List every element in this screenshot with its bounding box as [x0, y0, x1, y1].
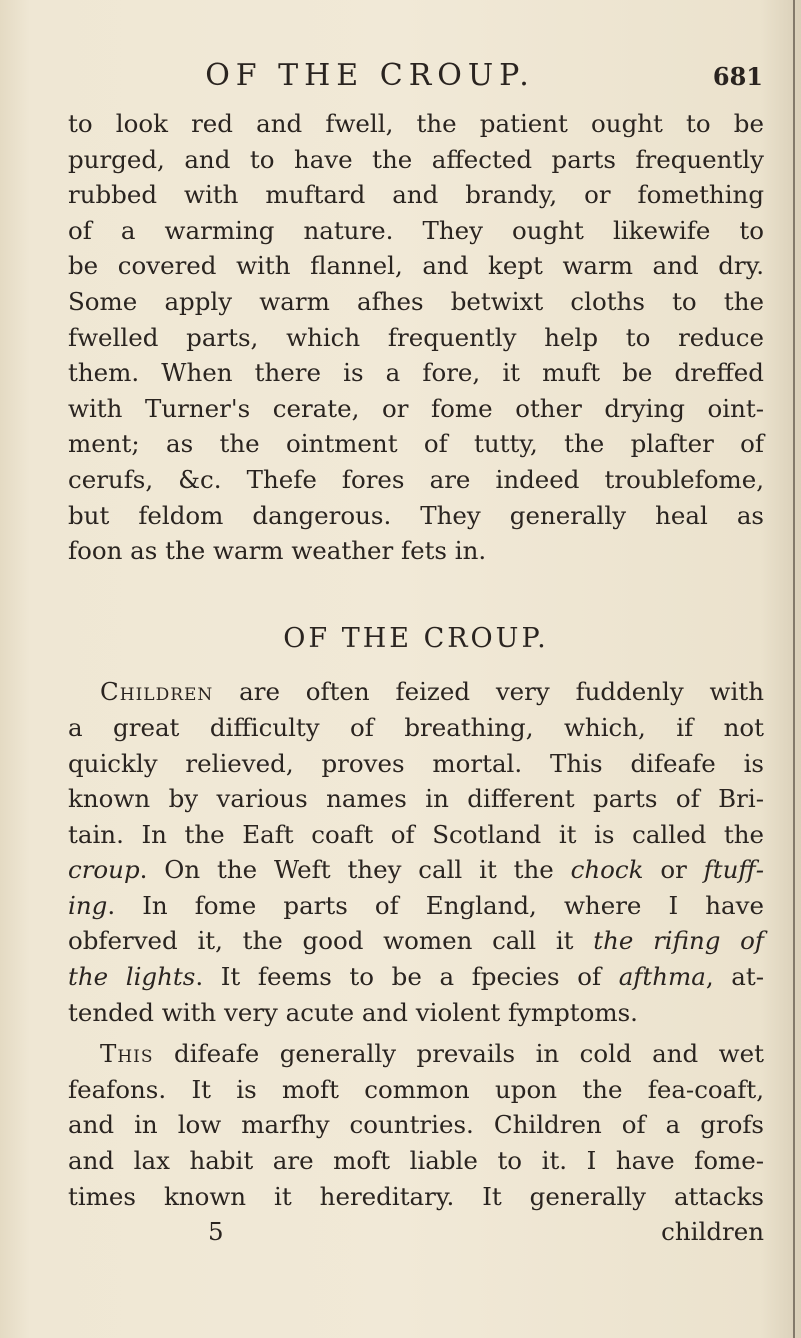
text-line: and lax habit are moft liable to it. I have fome- [68, 1146, 764, 1176]
text-run: , at- [705, 962, 764, 992]
text-line: with Turner's cerate, or fome other drying oint- [68, 393, 764, 423]
text-line: ment; as the ointment of tutty, the plafter of [68, 429, 764, 459]
italic-term: the rifing of [593, 926, 764, 956]
running-title: OF THE CROUP. [205, 58, 535, 93]
text-line [68, 888, 764, 924]
text-line: of a warming nature. They ought likewife to [68, 215, 764, 245]
text-line: them. When there is a fore, it muft be dreffed [68, 358, 764, 388]
drop-word: This [100, 1039, 154, 1069]
text-run: difeafe generally prevails in cold and wet [153, 1039, 764, 1069]
text-line: be covered with flannel, and kept warm and dry. [68, 251, 764, 281]
text-line: quickly relieved, proves mortal. This difeafe is [68, 748, 764, 778]
text-line [68, 674, 764, 710]
running-head [65, 58, 765, 98]
text-run: . It feems to be a fpecies of [195, 962, 619, 992]
text-line: to look red and fwell, the patient ought to be [68, 109, 764, 138]
text-line: rubbed with muftard and brandy, or fomething [68, 180, 764, 210]
text-line: tain. In the Eaft coaft of Scotland it is called the [68, 819, 764, 849]
text-line: and in low marfhy countries. Children of a grofs [68, 1110, 764, 1140]
text-line: cerufs, &c. Thefe fores are indeed troublefome, [68, 464, 764, 494]
text-line: times known it hereditary. It generally attacks [68, 1181, 764, 1211]
text-run: are often feized very fuddenly with [213, 677, 764, 707]
text-run: or [643, 855, 704, 885]
signature-mark: 5 [208, 1217, 224, 1247]
italic-term: afthma [618, 962, 706, 992]
page-number: 681 [712, 62, 763, 91]
text-line: but feldom dangerous. They generally heal as [68, 500, 764, 530]
text-run: obferved it, the good women call it [68, 926, 594, 956]
italic-term: croup [68, 855, 140, 885]
text-run: . In fome parts of England, where I have [107, 890, 764, 920]
text-line [68, 923, 764, 959]
italic-term: chock [570, 855, 644, 885]
text-line: feafons. It is moft common upon the fea-coaft, [68, 1074, 764, 1104]
text-line [68, 852, 764, 888]
text-line: a great difficulty of breathing, which, if not [68, 712, 764, 742]
catchword: children [661, 1217, 764, 1247]
text-line: known by various names in different parts of Bri- [68, 784, 764, 814]
italic-term: ing [68, 890, 108, 920]
text-line: Some apply warm afhes betwixt cloths to the [68, 286, 764, 316]
italic-term: ftuff- [703, 855, 764, 885]
text-line [68, 959, 764, 995]
italic-term: the lights [68, 962, 196, 992]
footer-line [68, 1214, 764, 1250]
drop-word: Children [100, 677, 214, 707]
text-line: purged, and to have the affected parts frequently [68, 144, 764, 174]
text-line: fwelled parts, which frequently help to reduce [68, 322, 764, 352]
text-line: tended with very acute and violent fymptoms. [68, 997, 638, 1027]
section-heading: OF THE CROUP. [283, 622, 549, 654]
body-text [68, 106, 764, 1250]
text-run: . On the Weft they call it the [139, 855, 571, 885]
text-line [68, 1036, 764, 1072]
page-edge [793, 0, 795, 1338]
text-line: foon as the warm weather fets in. [68, 536, 487, 566]
